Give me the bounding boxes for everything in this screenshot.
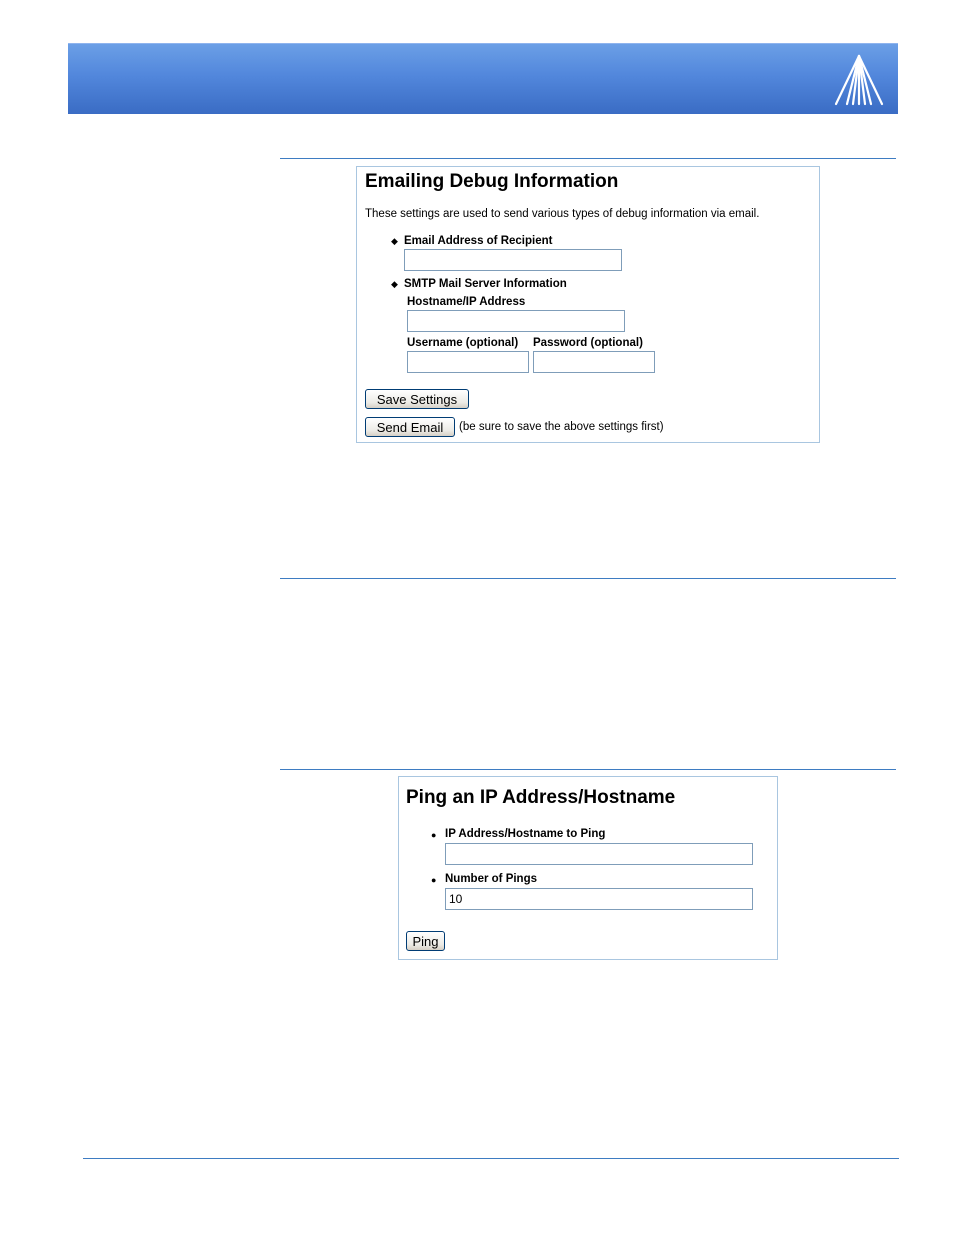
send-note: (be sure to save the above settings first) [459,421,664,433]
username-label: Username (optional) [407,337,519,349]
password-input[interactable] [533,351,655,373]
diamond-bullet-icon: ◆ [391,236,398,246]
ping-panel [398,776,778,960]
password-label: Password (optional) [533,337,643,349]
send-email-button[interactable]: Send Email [365,417,455,437]
hostname-input[interactable] [407,310,625,332]
footer-rule [83,1158,899,1159]
ping-count-input[interactable] [445,888,753,910]
ping-button[interactable]: Ping [406,931,445,951]
panel-title: Emailing Debug Information [365,171,619,192]
section-rule [280,769,896,770]
section-rule [280,158,896,159]
username-input[interactable] [407,351,529,373]
ping-host-input[interactable] [445,843,753,865]
hostname-label: Hostname/IP Address [407,296,526,308]
bullet-icon: ● [431,830,437,840]
email-debug-panel [356,166,820,443]
panel-description: These settings are used to send various types of debug information via email. [365,208,760,220]
recipient-email-input[interactable] [404,249,622,271]
recipient-label: Email Address of Recipient [404,235,553,247]
bullet-icon: ● [431,875,437,885]
ping-count-label: Number of Pings [445,873,538,885]
tower-logo-icon [832,54,886,106]
ping-host-label: IP Address/Hostname to Ping [445,828,606,840]
diamond-bullet-icon: ◆ [391,279,398,289]
header-banner [68,43,898,114]
smtp-section-label: SMTP Mail Server Information [404,278,567,290]
panel-title: Ping an IP Address/Hostname [406,787,676,808]
section-rule [280,578,896,579]
save-settings-button[interactable]: Save Settings [365,389,469,409]
